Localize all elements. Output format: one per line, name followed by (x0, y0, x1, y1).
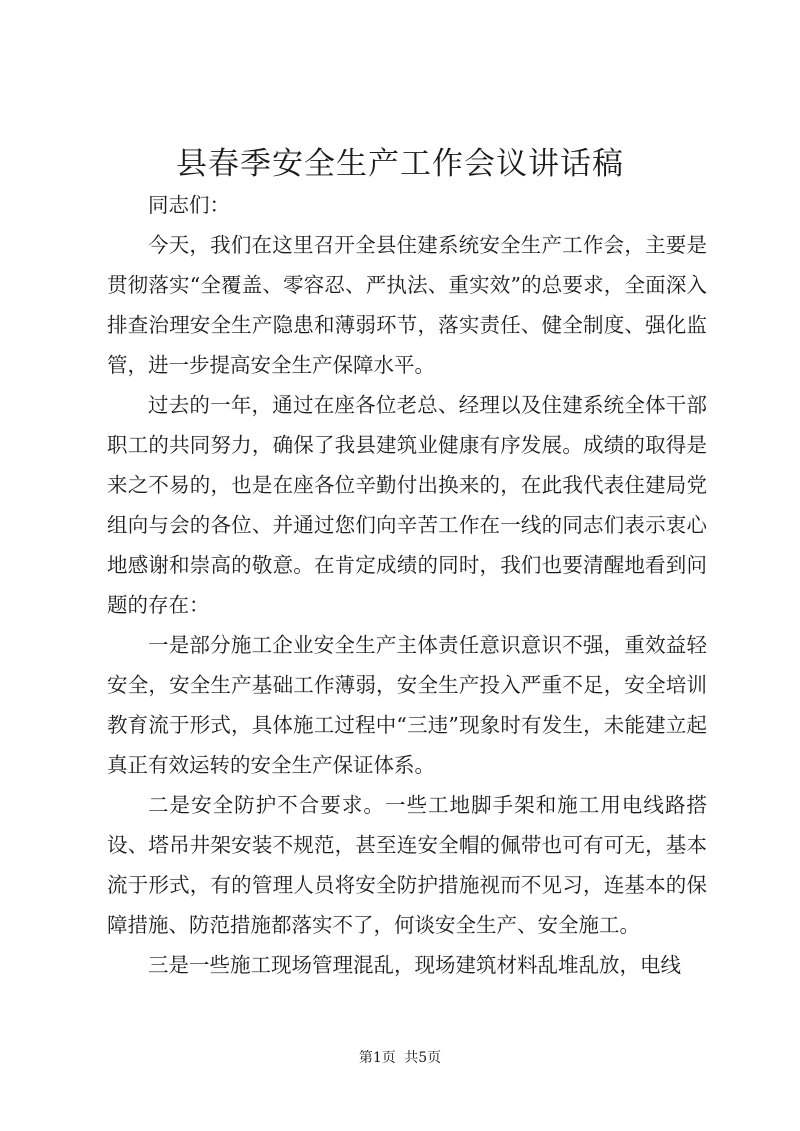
paragraph-intro: 今天，我们在这里召开全县住建系统安全生产工作会，主要是贯彻落实“全覆盖、零容忍、严执法、重实效”的总要求，全面深入排查治理安全生产隐患和薄弱环节，落实责任、健全制度、强化监管，进一步提高安全生产保障水平。 (107, 233, 707, 377)
paragraph-issue-one: 一是部分施工企业安全生产主体责任意识意识不强，重效益轻安全，安全生产基础工作薄弱，安全生产投入严重不足，安全培训教育流于形式，具体施工过程中“三违”现象时有发生，未能建立起真正有效运转的安全生产保证体系。 (107, 633, 707, 777)
document-body (107, 185, 707, 985)
paragraph-review: 过去的一年，通过在座各位老总、经理以及住建系统全体干部职工的共同努力，确保了我县建筑业健康有序发展。成绩的取得是来之不易的，也是在座各位辛勤付出换来的，在此我代表住建局党组向与会的各位、并通过您们向辛苦工作在一线的同志们表示衷心地感谢和崇高的敬意。在肯定成绩的同时，我们也要清醒地看到问题的存在： (107, 393, 707, 617)
page-total: 共5页 (404, 1050, 442, 1066)
paragraph-issue-two: 二是安全防护不合要求。一些工地脚手架和施工用电线路搭设、塔吊井架安装不规范，甚至连安全帽的佩带也可有可无，基本流于形式，有的管理人员将安全防护措施视而不见习，连基本的保障措施、防范措施都落实不了，何谈安全生产、安全施工。 (107, 793, 707, 937)
paragraph-issue-three: 三是一些施工现场管理混乱，现场建筑材料乱堆乱放，电线 (148, 953, 681, 977)
salutation: 同志们： (148, 193, 230, 217)
page-number: 第1页 (358, 1050, 396, 1066)
document-title: 县春季安全生产工作会议讲话稿 (176, 146, 624, 182)
page-footer (0, 1048, 800, 1068)
